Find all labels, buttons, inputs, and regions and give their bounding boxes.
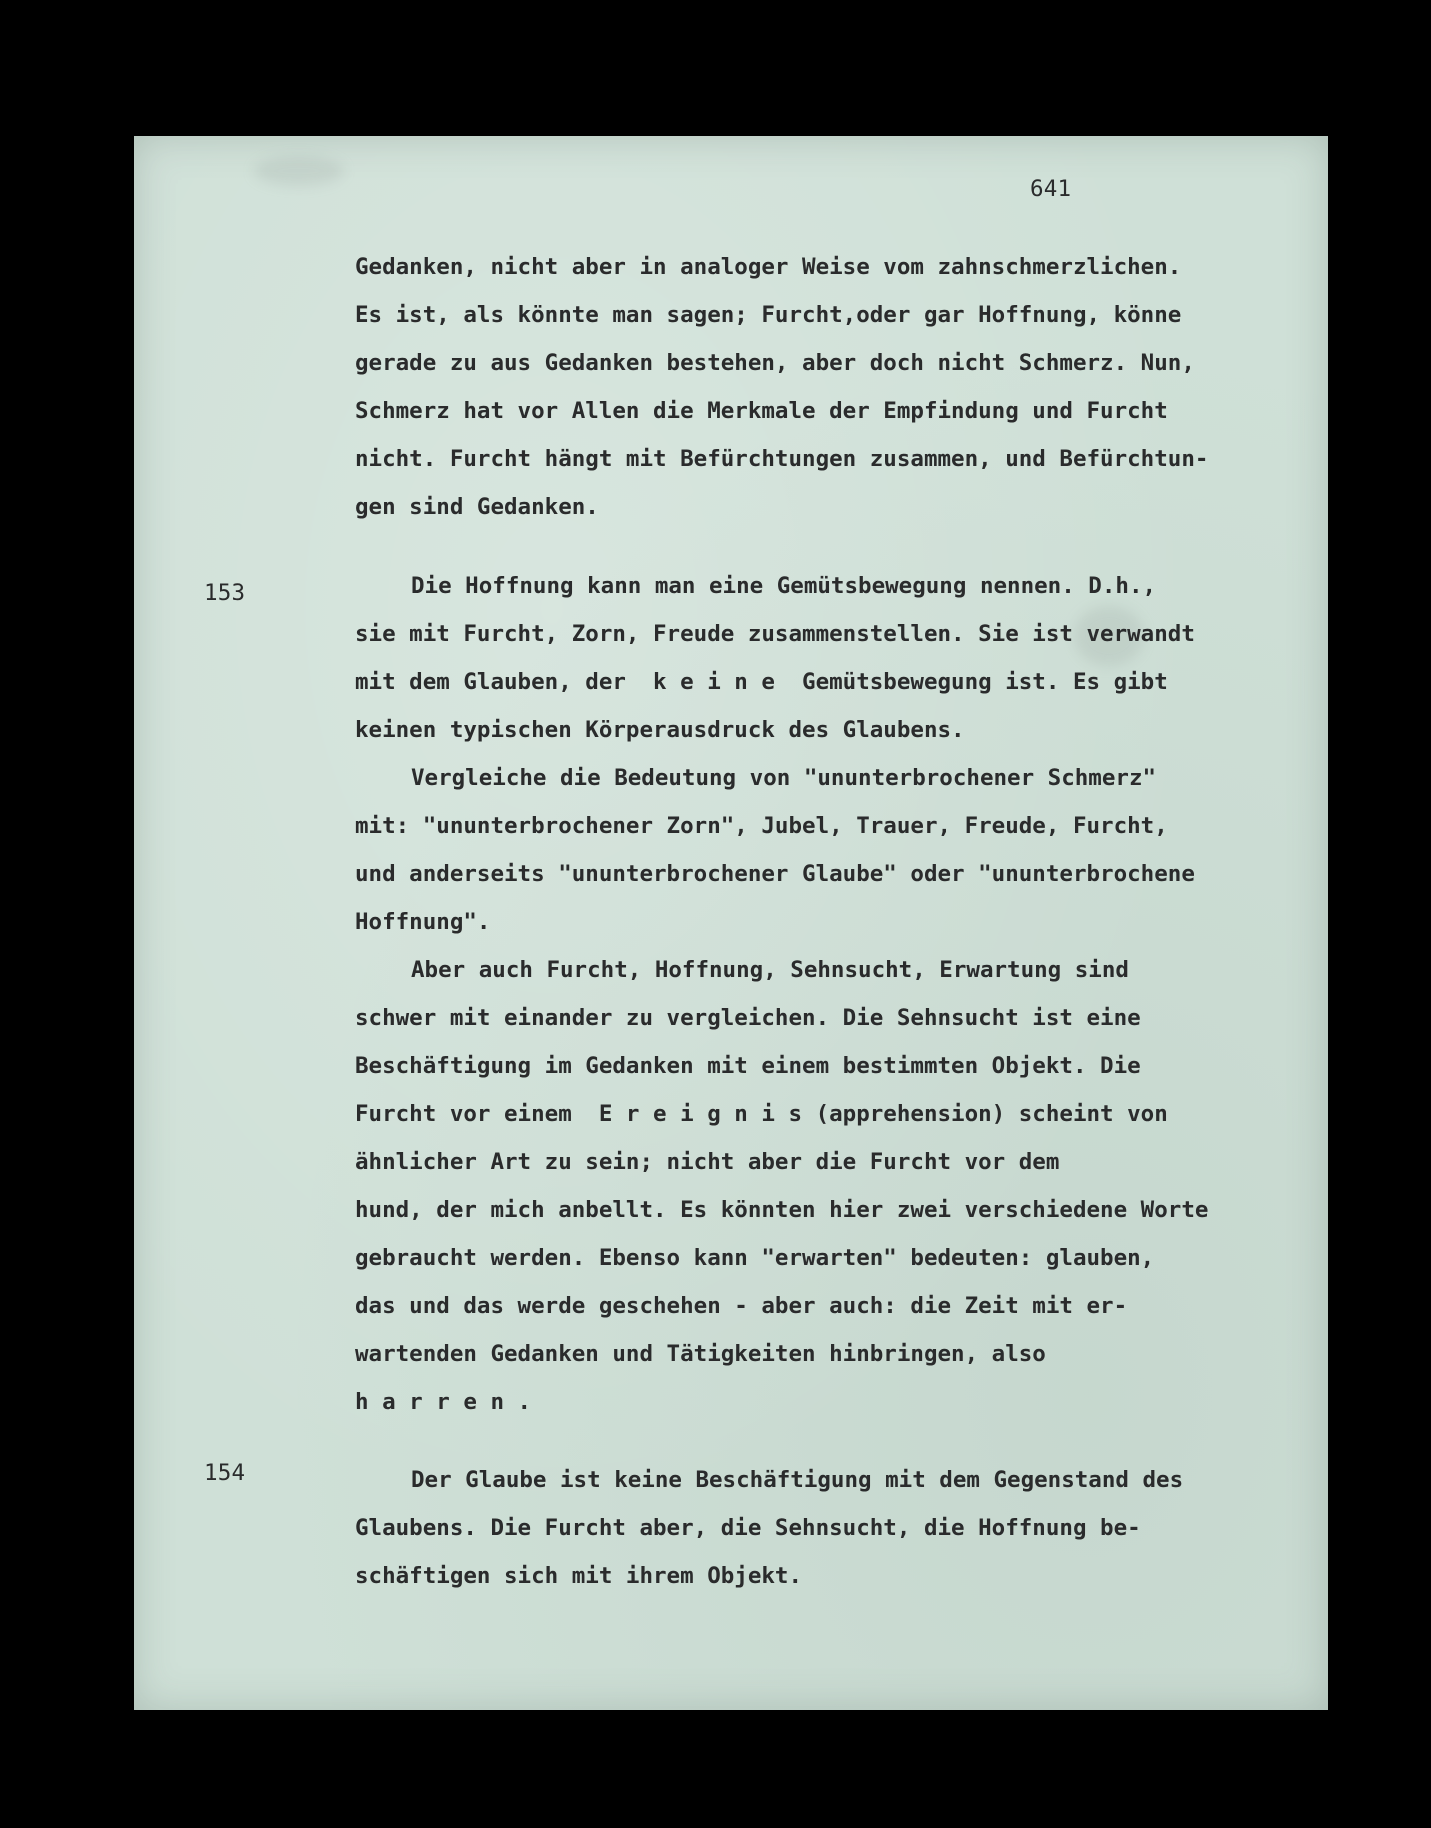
text-line: ähnlicher Art zu sein; nicht aber die Furcht vor dem [355,1149,1060,1175]
text-line: gebraucht werden. Ebenso kann "erwarten" bedeuten: glauben, [355,1245,1155,1271]
text-line: gen sind Gedanken. [355,494,599,520]
text-line: und anderseits "ununterbrochener Glaube" oder "ununterbrochene [355,861,1195,887]
text-line: mit: "ununterbrochener Zorn", Jubel, Trauer, Freude, Furcht, [355,813,1168,839]
text-line: keinen typischen Körperausdruck des Glaubens. [355,717,965,743]
text-line: Furcht vor einem E r e i g n i s (apprehension) scheint von [355,1101,1168,1127]
text-line: wartenden Gedanken und Tätigkeiten hinbringen, also [355,1341,1046,1367]
text-line: Beschäftigung im Gedanken mit einem bestimmten Objekt. Die [355,1053,1141,1079]
page-number: 641 [1030,176,1072,202]
margin-number-154: 154 [204,1460,246,1486]
text-line: gerade zu aus Gedanken bestehen, aber doch nicht Schmerz. Nun, [355,350,1195,376]
text-line: Es ist, als könnte man sagen; Furcht,oder gar Hoffnung, könne [355,302,1182,328]
text-line: Der Glaube ist keine Beschäftigung mit dem Gegenstand des [411,1467,1184,1493]
text-line: sie mit Furcht, Zorn, Freude zusammenstellen. Sie ist verwandt [355,621,1195,647]
text-line: Schmerz hat vor Allen die Merkmale der Empfindung und Furcht [355,398,1168,424]
paper-smudge [254,156,344,186]
text-line: nicht. Furcht hängt mit Befürchtungen zusammen, und Befürchtun- [355,446,1209,472]
text-line: schäftigen sich mit ihrem Objekt. [355,1563,803,1589]
margin-number-153: 153 [204,580,246,606]
text-line: h a r r e n . [355,1389,532,1415]
text-line: mit dem Glauben, der k e i n e Gemütsbewegung ist. Es gibt [355,669,1168,695]
text-line: hund, der mich anbellt. Es könnten hier zwei verschiedene Worte [355,1197,1209,1223]
text-line: das und das werde geschehen - aber auch: die Zeit mit er- [355,1293,1128,1319]
text-line: Hoffnung". [355,909,491,935]
text-line: Gedanken, nicht aber in analoger Weise vom zahnschmerzlichen. [355,254,1182,280]
text-line: Aber auch Furcht, Hoffnung, Sehnsucht, Erwartung sind [411,957,1129,983]
text-line: Glaubens. Die Furcht aber, die Sehnsucht, die Hoffnung be- [355,1515,1141,1541]
text-line: schwer mit einander zu vergleichen. Die Sehnsucht ist eine [355,1005,1141,1031]
text-line: Vergleiche die Bedeutung von "ununterbrochener Schmerz" [411,765,1157,791]
text-line: Die Hoffnung kann man eine Gemütsbewegung nennen. D.h., [411,573,1157,599]
